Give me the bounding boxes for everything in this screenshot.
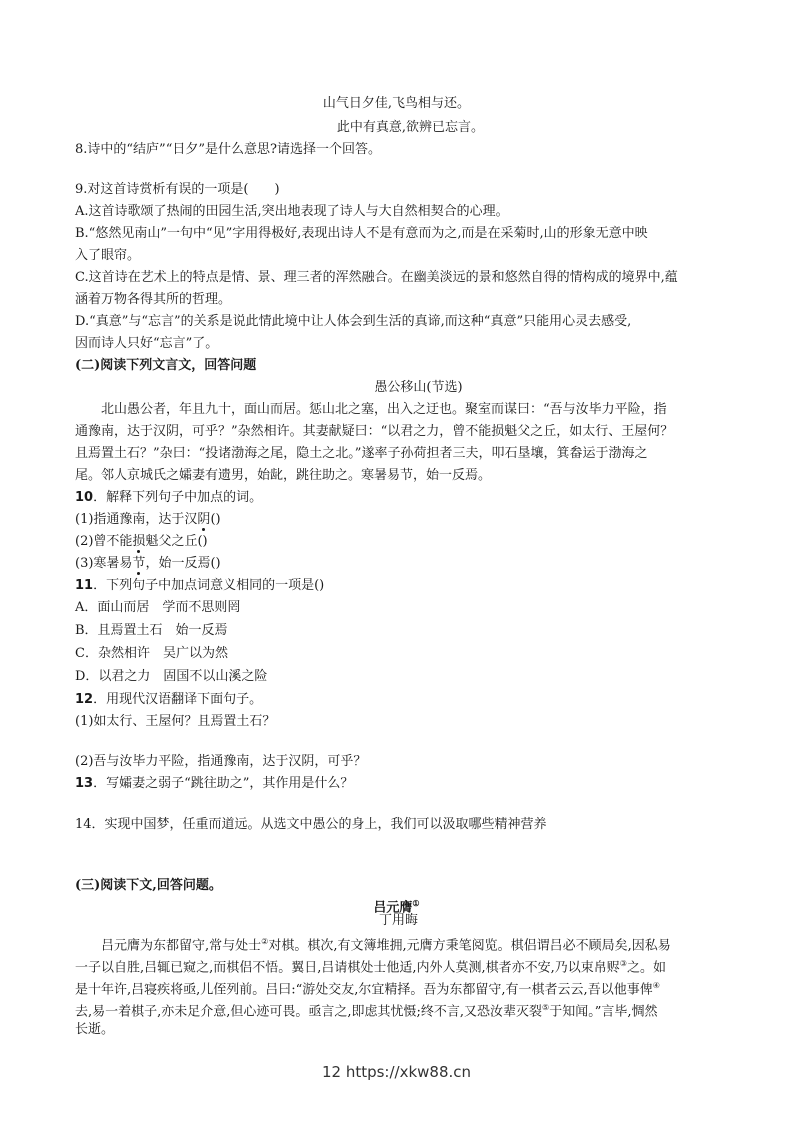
q10-2-dotted-word: 损 [132,534,146,549]
question-8: 8.诗中的“结庐”“日夕”是什么意思?请选择一个回答。 [75,142,381,157]
footnote-marker-2: ② [261,937,269,946]
q10-2-before: (2)曾不能 [75,534,133,549]
question-12-number: 12 [75,692,94,707]
p3-l2-b: 之。如 [626,960,666,976]
p3-l4-a: 去,易一着棋子,亦未足介意,但心迹可畏。亟言之,即虑其忧慑;终不言,又恐汝辈灭裂 [75,1004,543,1020]
q10-3-after: ，始一反焉() [145,556,221,571]
passage-2-line-3: 且焉置土石？”杂曰：“投诸渤海之尾，隐土之北。”遂率子孙荷担者三夫，叩石垦壤，箕畚运于渤海之 [75,446,648,461]
question-12-item-2: (2)吾与汝毕力平险，指通豫南，达于汉阴，可乎？ [75,754,367,769]
q10-3-dotted-word: 节 [132,556,146,571]
footnote-marker-4: ④ [652,981,660,990]
section-3-heading: (三)阅读下文,回答问题。 [75,878,222,893]
q10-1-dotted-word: 阴 [197,512,211,527]
footnote-marker-3: ③ [619,959,627,968]
question-11-number: 11 [75,578,94,593]
q10-1-after: () [210,512,221,527]
page-footer: 12 https://xkw88.cn [321,1063,472,1081]
passage-2-line-2: 通豫南，达于汉阴，可乎？”杂然相许。其妻献疑曰：“以君之力，曾不能损魁父之丘，如太行、王屋何？ [75,424,674,439]
p3-l4-b: 于知闻。”言毕,惆然 [549,1004,658,1020]
question-9-option-b-line2: 入了眼帘。 [75,248,141,263]
question-11-text: ．下列句子中加点词意义相同的一项是() [93,578,325,593]
poem-line-2: 此中有真意,欲辨已忘言。 [336,120,485,135]
question-12 [75,690,262,710]
question-10-item-3 [75,554,221,574]
passage-3-line-2 [75,954,666,978]
question-14: 14．实现中国梦，任重而道远。从选文中愚公的身上，我们可以汲取哪些精神营养 [75,817,547,832]
title-footnote-marker: ① [412,898,420,908]
passage-2-line-4: 尾。邻人京城氏之孀妻有遗男，始龀，跳往助之。寒暑易节，始一反焉。 [75,468,492,483]
question-10 [75,488,262,508]
question-11 [75,576,324,596]
question-9-option-c-line2: 涵着万物各得其所的哲理。 [75,292,232,307]
section-2-heading: (二)阅读下列文言文，回答问题 [75,358,257,373]
passage-3-line-5: 长逝。 [75,1022,115,1037]
poem-line-1: 山气日夕佳,飞鸟相与还。 [322,96,471,111]
passage-3-line-4 [75,998,658,1022]
footnote-marker-5: ⑤ [542,1003,550,1012]
passage-3-line-3 [75,976,660,1000]
passage-3-line-1 [101,932,671,956]
question-12-item-1: (1)如太行、王屋何？且焉置土石？ [75,714,276,729]
section-3-title-text: 吕元膺 [373,900,413,916]
question-13-number: 13 [75,776,94,791]
question-9-option-c-line1: C.这首诗在艺术上的特点是情、景、理三者的浑然融合。在幽美淡远的景和悠然自得的情构成的境界中,蕴 [75,270,678,285]
p3-l2-a: 一子以自胜,吕辄已窥之,而棋侣不悟。翼日,吕请棋处士他适,内外人莫测,棋者亦不安,乃以束帛赆 [75,960,620,976]
question-9-stem: 9.对这首诗赏析有误的一项是( ) [75,182,280,197]
question-11-option-c: C．杂然相许 吴广以为然 [75,646,228,661]
question-11-option-a: A．面山而居 学而不思则罔 [75,600,241,615]
question-13-text: ．写孀妻之弱子“跳往助之”，其作用是什么？ [93,776,354,791]
q10-2-after: 魁父之丘() [145,534,208,549]
question-10-item-1 [75,510,221,530]
question-11-option-d: D．以君之力 固国不以山溪之险 [75,669,268,684]
question-10-item-2 [75,532,208,552]
question-10-text: ．解释下列句子中加点的词。 [93,490,263,505]
question-9-option-a: A.这首诗歌颂了热闹的田园生活,突出地表现了诗人与大自然相契合的心理。 [75,204,509,219]
passage-2-line-1: 北山愚公者，年且九十，面山而居。惩山北之塞，出入之迂也。聚室而谋曰：“吾与汝毕力平险，指 [101,402,667,417]
p3-l3-a: 是十年许,吕寝疾将亟,儿侄列前。吕曰:“游处交友,尔宜精择。吾为东都留守,有一棋者云云,吾以他事俾 [75,982,653,998]
question-10-number: 10 [75,490,94,505]
question-9-option-b-line1: B.“悠然见南山”一句中“见”字用得极好,表现出诗人不是有意而为之,而是在采菊时,山的形象无意中映 [75,226,648,241]
question-9-option-d-line1: D.“真意”与“忘言”的关系是说此情此境中让人体会到生活的真谛,而这种“真意”只能用心灵去感受, [75,314,632,329]
section-2-title: 愚公移山(节选) [374,380,463,395]
q10-3-before: (3)寒暑易 [75,556,133,571]
p3-l1-a: 吕元膺为东都留守,常与处士 [101,938,262,954]
question-11-option-b: B．且焉置土石 始一反焉 [75,623,228,638]
section-3-author: 丁用晦 [378,913,418,928]
question-9-option-d-line2: 因而诗人只好“忘言”了。 [75,336,219,351]
q10-1-before: (1)指通豫南，达于汉 [75,512,198,527]
question-12-text: ．用现代汉语翻译下面句子。 [93,692,263,707]
question-13 [75,774,353,794]
p3-l1-b: 对棋。棋次,有文簿堆拥,元膺方秉笔阅览。棋侣谓吕必不顾局矣,因私易 [268,938,671,954]
